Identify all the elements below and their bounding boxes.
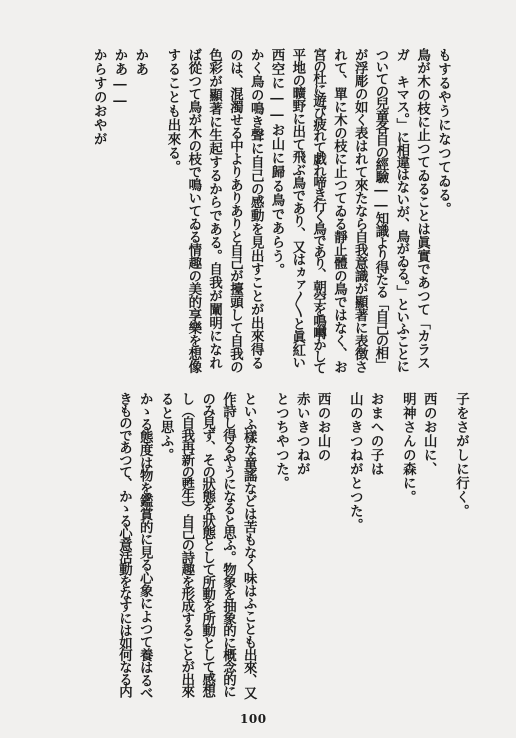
top-text-column: もするやうになつてゐる。 <box>435 48 452 216</box>
top-text-column: 色彩が顯著に生起するからである。自我が闡明になれ <box>206 48 223 370</box>
bottom-text-column: きものであつて、かゝる心意活動をなすには如何なる内 <box>116 392 133 697</box>
bottom-text-column: といふ樣な童謠などは苦もなく味はふことも出來、又 <box>241 392 258 700</box>
top-text-column: かあ―― <box>111 48 128 110</box>
top-text-column: ついての兒童各自の經驗――知識より得たる「自己の相」 <box>373 48 389 371</box>
bottom-text-column: 山のきつねがとつた。 <box>347 392 364 532</box>
top-text-column: 平地の曠野に出て飛ぶ鳥であり、又はヵァ〳〵と眞紅い <box>289 48 306 369</box>
top-text-column: 鳥が木の枝に止つてゐることは眞實であつて「カラス <box>414 48 431 370</box>
bottom-text-column: 西のお山に、 <box>421 392 438 476</box>
bottom-text-column: ると思ふ。 <box>158 392 175 462</box>
bottom-text-column: かゝる態度は物を鑑賞的に見る心象によつて養はるべ <box>137 392 154 700</box>
page-number: 100 <box>240 712 267 726</box>
bottom-text-column: 明神さんの森に。 <box>400 392 417 504</box>
bottom-text-column: 西のお山の <box>315 392 332 462</box>
top-text-column: かく鳥の鳴き聲に自己の感動を見出すことが出來得る <box>248 48 265 370</box>
top-text-column: ば從つて鳥が木の枝で鳴いてゐる情趣の美的享樂を想像 <box>185 48 202 373</box>
top-text-column: のは、混濁せる中よりありありと自己が擡頭して自我の <box>227 48 244 373</box>
top-text-column: ガ キマス。」に相違はないが、鳥がゐる。」といふことに <box>393 48 410 372</box>
bottom-text-column: 作詩し得るやうになると思ふ。物象を抽象的に概念的に <box>220 392 237 697</box>
bottom-text-column: とつちやつた。 <box>273 392 290 490</box>
bottom-text-column: 子をさがしに行く。 <box>453 392 470 518</box>
top-text-column: が浮彫の如く表はれて來たなら自我意識が顯著に表徴さ <box>352 48 369 373</box>
top-text-column: からすのおやが <box>91 48 108 146</box>
bottom-text-column: 赤いきつねが <box>294 392 311 476</box>
top-text-column: することも出來る。 <box>165 48 181 174</box>
top-text-column: 宮の杜に遊び疲れて戯れ啼き行く鳥であり、朝空を鳴囀かして <box>310 48 327 373</box>
bottom-text-column: のみ見ず、その狀態を狀態として所動を所動として感想 <box>199 392 216 697</box>
top-text-column: 西空に――お山に歸る鳥であらう。 <box>269 48 285 278</box>
bottom-text-column: し（自我再新の甦生）自己の詩趣を形成することが出來 <box>178 392 195 697</box>
bottom-text-column: おまへの子は <box>368 392 385 476</box>
top-text-column: れて、單に木の枝に止つてゐる靜止體の鳥ではなく、お <box>331 48 348 373</box>
top-text-column: かあ <box>132 48 149 76</box>
